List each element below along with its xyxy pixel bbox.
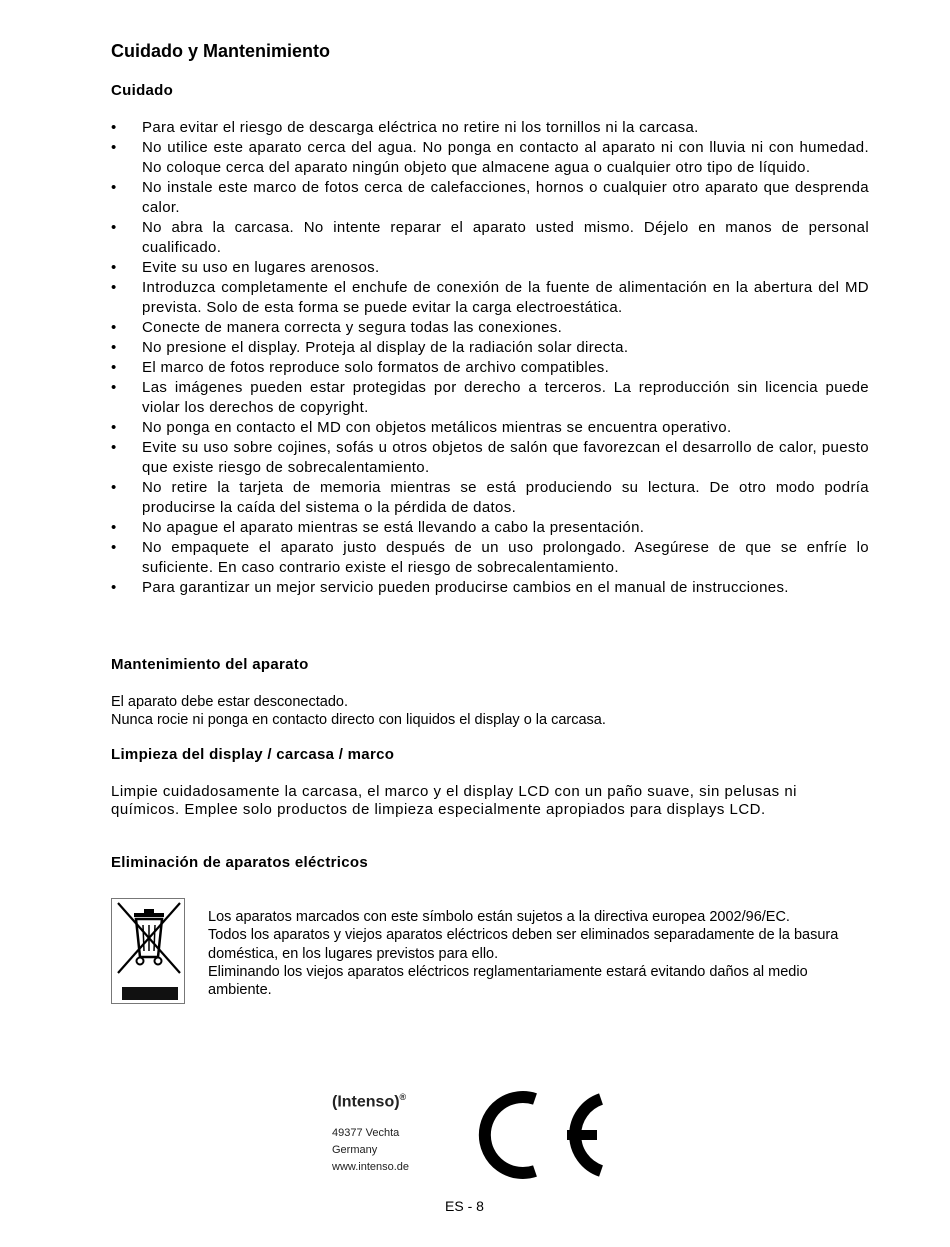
disposal-line: Los aparatos marcados con este símbolo están sujetos a la directiva europea 2002/96/EC. <box>208 909 790 925</box>
list-item: • Para evitar el riesgo de descarga eléctrica no retire ni los tornillos ni la carcasa. <box>111 118 869 138</box>
list-item: • Conecte de manera correcta y segura todas las conexiones. <box>111 318 869 338</box>
maintenance-line-2: Nunca rocie ni ponga en contacto directo con liquidos el display o la carcasa. <box>111 712 606 728</box>
weee-crossed-bin-icon <box>111 898 185 1004</box>
disposal-line: Eliminando los viejos aparatos eléctricos reglamentariamente estará evitando daños al medio ambiente. <box>208 963 808 999</box>
list-item: • No empaquete el aparato justo después de un uso prolongado. Asegúrese de que se enfríe lo suficiente. En caso contrario existe el riesgo de sobrecalentamiento. <box>111 538 869 578</box>
ce-mark-icon <box>475 1087 605 1183</box>
list-item: • Evite su uso sobre cojines, sofás u otros objetos de salón que favorezcan el desarrollo de calor, puesto que existe riesgo de sobrecalentamiento. <box>111 438 869 478</box>
care-heading: Cuidado <box>111 82 174 99</box>
maintenance-line-1: El aparato debe estar desconectado. <box>111 694 348 710</box>
disposal-text <box>208 908 868 999</box>
list-item: • Evite su uso en lugares arenosos. <box>111 258 869 278</box>
list-item: • Para garantizar un mejor servicio pueden producirse cambios en el manual de instrucciones. <box>111 578 869 598</box>
list-item: • No presione el display. Proteja al display de la radiación solar directa. <box>111 338 869 358</box>
disposal-line: Todos los aparatos y viejos aparatos eléctricos deben ser eliminados separadamente de la basura doméstica, en los lugares previstos para ello. <box>208 927 839 962</box>
care-list <box>111 118 869 598</box>
cleaning-heading: Limpieza del display / carcasa / marco <box>111 746 395 763</box>
list-item: • No utilice este aparato cerca del agua. No ponga en contacto al aparato ni con lluvia ni con humedad. No coloque cerca del aparato ningún objeto que almacene agua o cualquier otro tipo de líquido. <box>111 138 869 178</box>
cleaning-text: Limpie cuidadosamente la carcasa, el marco y el display LCD con un paño suave, sin pelusas ni químicos. Emplee solo productos de limpieza especialmente apropiados para displays LCD. <box>111 783 798 818</box>
page-number: ES - 8 <box>445 1198 484 1214</box>
maintenance-heading: Mantenimiento del aparato <box>111 656 309 673</box>
list-item: • El marco de fotos reproduce solo formatos de archivo compatibles. <box>111 358 869 378</box>
list-item: • No ponga en contacto el MD con objetos metálicos mientras se encuentra operativo. <box>111 418 869 438</box>
manufacturer-block <box>332 1092 462 1176</box>
list-item: • Las imágenes pueden estar protegidas por derecho a terceros. La reproducción sin licencia puede violar los derechos de copyright. <box>111 378 869 418</box>
manufacturer-address-2: Germany <box>332 1144 378 1157</box>
page-title: Cuidado y Mantenimiento <box>111 41 331 61</box>
list-item: • No abra la carcasa. No intente reparar el aparato usted mismo. Déjelo en manos de personal cualificado. <box>111 218 869 258</box>
list-item: • Introduzca completamente el enchufe de conexión de la fuente de alimentación en la abertura del MD prevista. Solo de esta forma se puede evitar la carga electroestática. <box>111 278 869 318</box>
disposal-heading: Eliminación de aparatos eléctricos <box>111 854 368 871</box>
intenso-logo: (Intenso)® <box>332 1092 407 1111</box>
list-item: • No instale este marco de fotos cerca de calefacciones, hornos o cualquier otro aparato que desprenda calor. <box>111 178 869 218</box>
manufacturer-address-1: 49377 Vechta <box>332 1127 400 1140</box>
manufacturer-website: www.intenso.de <box>332 1161 410 1174</box>
list-item: • No retire la tarjeta de memoria mientras se está produciendo su lectura. De otro modo podría producirse la caída del sistema o la pérdida de datos. <box>111 478 869 518</box>
list-item: • No apague el aparato mientras se está llevando a cabo la presentación. <box>111 518 869 538</box>
